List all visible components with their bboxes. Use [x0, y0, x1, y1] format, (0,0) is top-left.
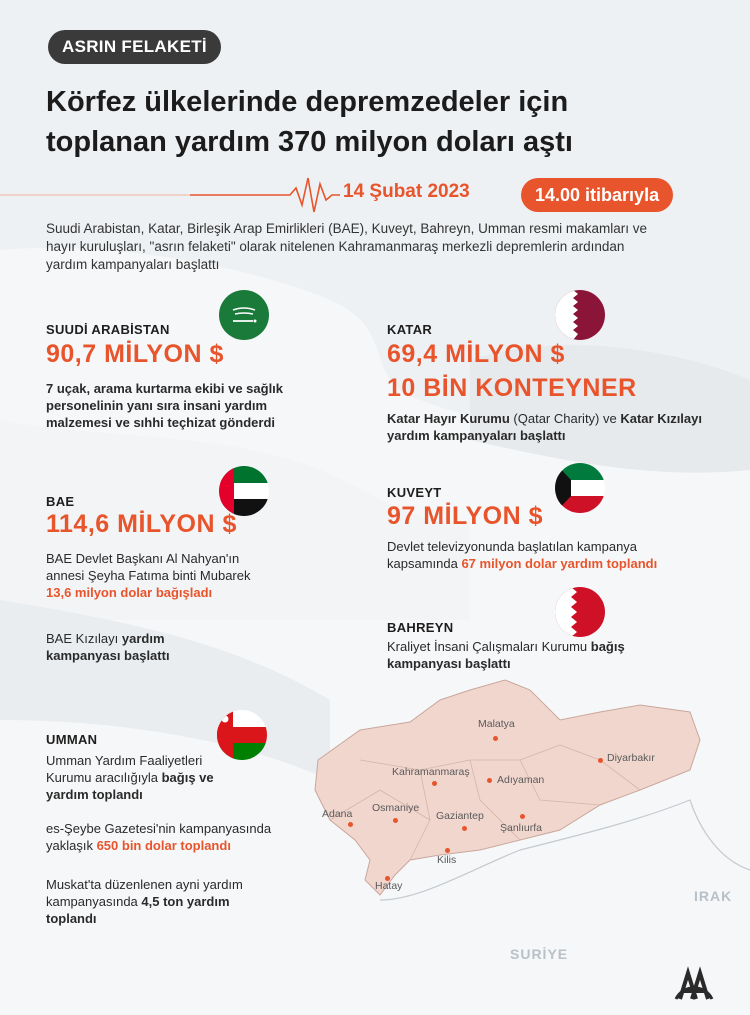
kuwait-amount: 97 MİLYON $ [387, 502, 544, 530]
oman-desc-3 [46, 876, 246, 927]
city-hatay: Hatay [375, 880, 403, 892]
city-adiyaman: Adıyaman [497, 774, 545, 786]
kuwait-flag-icon [555, 463, 605, 513]
city-adana: Adana [322, 808, 353, 820]
uae-desc-2 [46, 630, 196, 664]
title-line-1: Körfez ülkelerinde depremzedeler için [46, 86, 569, 118]
bahrain-flag-icon [555, 587, 605, 637]
city-kahramanmaras: Kahramanmaraş [392, 766, 470, 778]
qatar-amount: 69,4 MİLYON $ [387, 340, 565, 368]
uae-desc-1 [46, 550, 261, 601]
city-gaziantep: Gaziantep [436, 810, 484, 822]
uae-desc-1-hl: 13,6 milyon dolar bağışladı [46, 585, 213, 600]
oman-desc-3-b: 4,5 ton yardım toplandı [46, 894, 230, 926]
kuwait-name: KUVEYT [387, 485, 442, 500]
uae-name: BAE [46, 494, 75, 509]
city-dot-kahramanmaras [432, 781, 437, 786]
qatar-desc-c: Katar Kızılayı yardım kampanyaları başlattı [387, 411, 702, 443]
bahrain-desc-b: bağış kampanyası başlattı [387, 639, 625, 671]
oman-desc-2-a: es-Şeybe Gazetesi'nin kampanyasında yaklaşık [46, 821, 272, 853]
city-dot-osmaniye [393, 818, 398, 823]
bahrain-name: BAHREYN [387, 620, 454, 635]
city-dot-sanliurfa [520, 814, 525, 819]
uae-desc-2-b: yardım kampanyası başlattı [46, 631, 170, 663]
oman-desc-1-a: Umman Yardım Faaliyetleri Kurumu aracılığıyla [46, 753, 203, 785]
date-label: 14 Şubat 2023 [343, 181, 470, 202]
oman-desc-1 [46, 752, 246, 803]
city-kilis: Kilis [437, 854, 457, 866]
kuwait-desc-hl: 67 milyon dolar yardım toplandı [461, 556, 658, 571]
oman-name: UMMAN [46, 732, 98, 747]
saudi-desc: 7 uçak, arama kurtarma ekibi ve sağlık personelinin yanı sıra insani yardım malzemesi ve sıhhi teçhizat gönderdi [46, 381, 284, 430]
oman-desc-3-a: Muskat'ta düzenlenen ayni yardım kampanyasında [46, 877, 243, 909]
uae-amount: 114,6 MİLYON $ [46, 510, 237, 538]
kuwait-desc-a: Devlet televizyonunda başlatılan kampanya kapsamında [387, 539, 638, 571]
qatar-name: KATAR [387, 322, 433, 337]
qatar-desc [387, 410, 717, 444]
uae-desc-1-a: BAE Devlet Başkanı Al Nahyan'ın annesi Şeyha Fatıma binti Mubarek [46, 551, 251, 583]
bahrain-desc-a: Kraliyet İnsani Çalışmaları Kurumu [387, 639, 591, 654]
country-iraq: IRAK [694, 888, 733, 904]
city-dot-gaziantep [462, 826, 467, 831]
city-dot-diyarbakir [598, 758, 603, 763]
city-sanliurfa: Şanlıurfa [500, 822, 543, 834]
city-dot-adiyaman [487, 778, 492, 783]
saudi-arabia-flag-icon [219, 290, 269, 340]
qatar-desc-a: Katar Hayır Kurumu [387, 411, 510, 426]
qatar-amount-2: 10 BİN KONTEYNER [387, 374, 637, 402]
page-title [46, 82, 726, 162]
oman-desc-2-hl: 650 bin dolar toplandı [96, 838, 231, 853]
city-dot-kilis [445, 848, 450, 853]
intro-text: Suudi Arabistan, Katar, Birleşik Arap Emirlikleri (BAE), Kuveyt, Bahreyn, Umman resmi makamları ve hayır kuruluşları, "asrın felaketi" olarak nitelenen Kahramanmaraş merkezli depremlerin ardından yardım kampanyaları başlattı [46, 221, 647, 272]
qatar-desc-b: (Qatar Charity) ve [509, 411, 621, 426]
city-osmaniye: Osmaniye [372, 802, 420, 814]
oman-desc-1-b: bağış ve yardım toplandı [46, 770, 214, 802]
kuwait-desc [387, 538, 707, 572]
bahrain-desc [387, 638, 627, 672]
title-line-2: toplanan yardım 370 milyon doları aştı [46, 126, 573, 158]
qatar-flag-icon [555, 290, 605, 340]
city-diyarbakir: Diyarbakır [607, 752, 655, 764]
city-dot-adana [348, 822, 353, 827]
country-syria: SURİYE [510, 946, 569, 962]
oman-desc-2 [46, 820, 306, 854]
time-badge: 14.00 itibarıyla [521, 178, 673, 212]
saudi-name: SUUDİ ARABİSTAN [46, 322, 170, 337]
anadolu-agency-logo-icon [670, 955, 718, 1003]
section-tag: ASRIN FELAKETİ [48, 30, 221, 64]
uae-desc-2-a: BAE Kızılayı [46, 631, 122, 646]
city-malatya: Malatya [478, 718, 515, 730]
city-dot-malatya [493, 736, 498, 741]
saudi-amount: 90,7 MİLYON $ [46, 340, 224, 368]
uae-flag-icon [219, 466, 269, 516]
